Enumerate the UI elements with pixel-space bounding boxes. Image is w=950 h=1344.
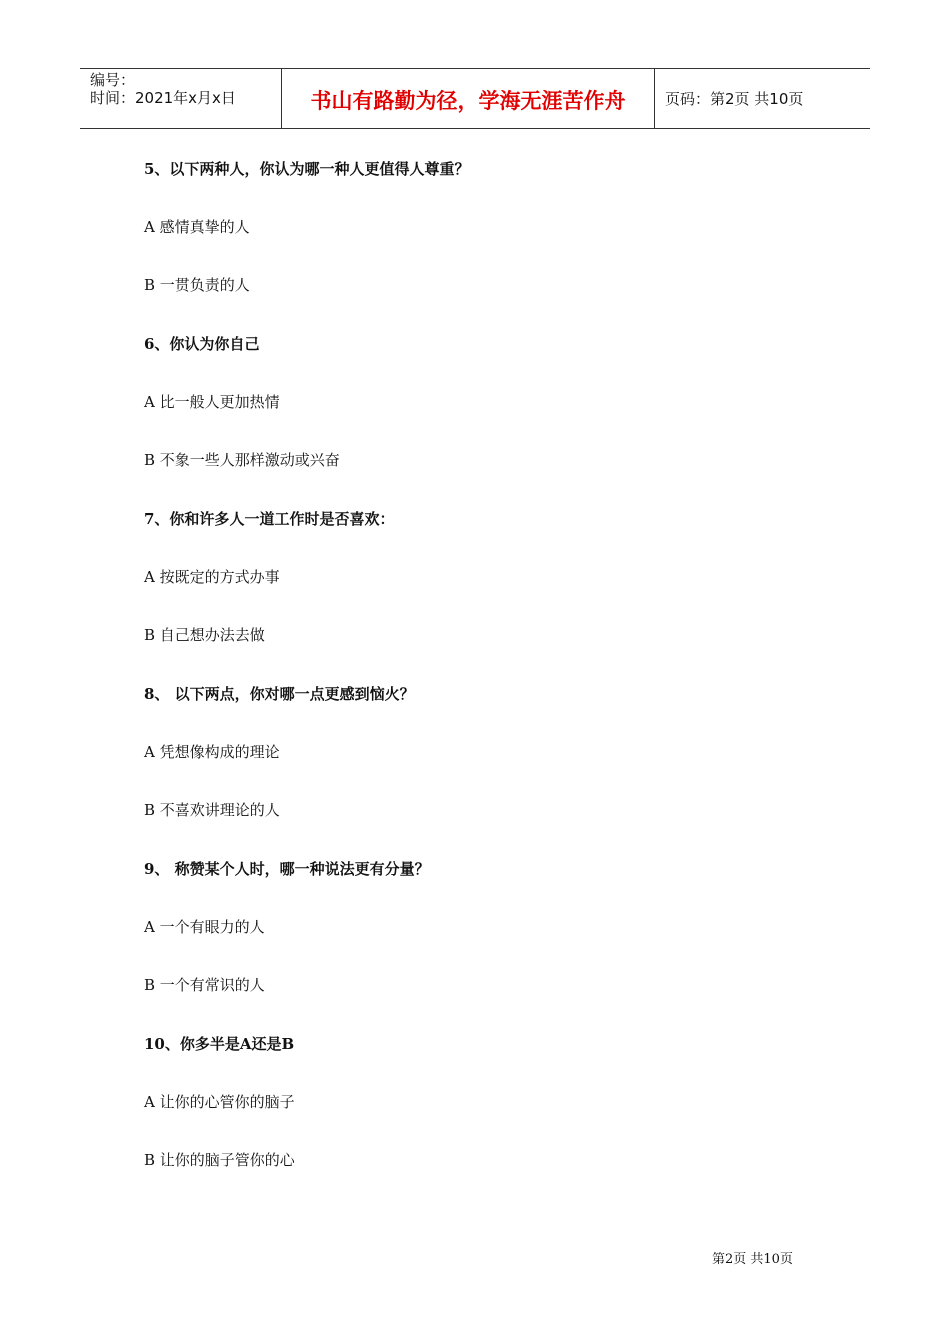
question-6: 6、你认为你自己 <box>144 335 260 353</box>
question-7-option-b: B 自己想办法去做 <box>144 626 265 644</box>
header-meta <box>80 69 282 128</box>
question-9-option-a: A 一个有眼力的人 <box>144 918 265 936</box>
question-5-option-b: B 一贯负责的人 <box>144 276 250 294</box>
question-5-option-a: A 感情真挚的人 <box>144 218 250 236</box>
question-6-option-a: A 比一般人更加热情 <box>144 393 280 411</box>
question-9-option-b: B 一个有常识的人 <box>144 976 265 994</box>
question-10-option-b: B 让你的脑子管你的心 <box>144 1151 295 1169</box>
question-8-option-a: A 凭想像构成的理论 <box>144 743 280 761</box>
question-6-option-b: B 不象一些人那样激动或兴奋 <box>144 451 340 469</box>
time-label: 时间：2021年x月x日 <box>90 89 236 107</box>
question-8: 8、 以下两点，你对哪一点更感到恼火？ <box>144 685 415 703</box>
question-7-option-a: A 按既定的方式办事 <box>144 568 280 586</box>
question-7: 7、你和许多人一道工作时是否喜欢： <box>144 510 395 528</box>
header-page-info: 页码：第2页 共10页 <box>665 90 804 108</box>
page-footer: 第2页 共10页 <box>712 1252 793 1267</box>
question-9: 9、 称赞某个人时，哪一种说法更有分量？ <box>144 860 430 878</box>
question-10: 10、你多半是A还是B <box>144 1035 295 1053</box>
page-header <box>80 68 870 129</box>
question-8-option-b: B 不喜欢讲理论的人 <box>144 801 280 819</box>
question-10-option-a: A 让你的心管你的脑子 <box>144 1093 295 1111</box>
question-5: 5、以下两种人，你认为哪一种人更值得人尊重？ <box>144 160 470 178</box>
serial-label: 编号： <box>90 71 136 89</box>
header-motto: 书山有路勤为径，学海无涯苦作舟 <box>282 69 655 128</box>
